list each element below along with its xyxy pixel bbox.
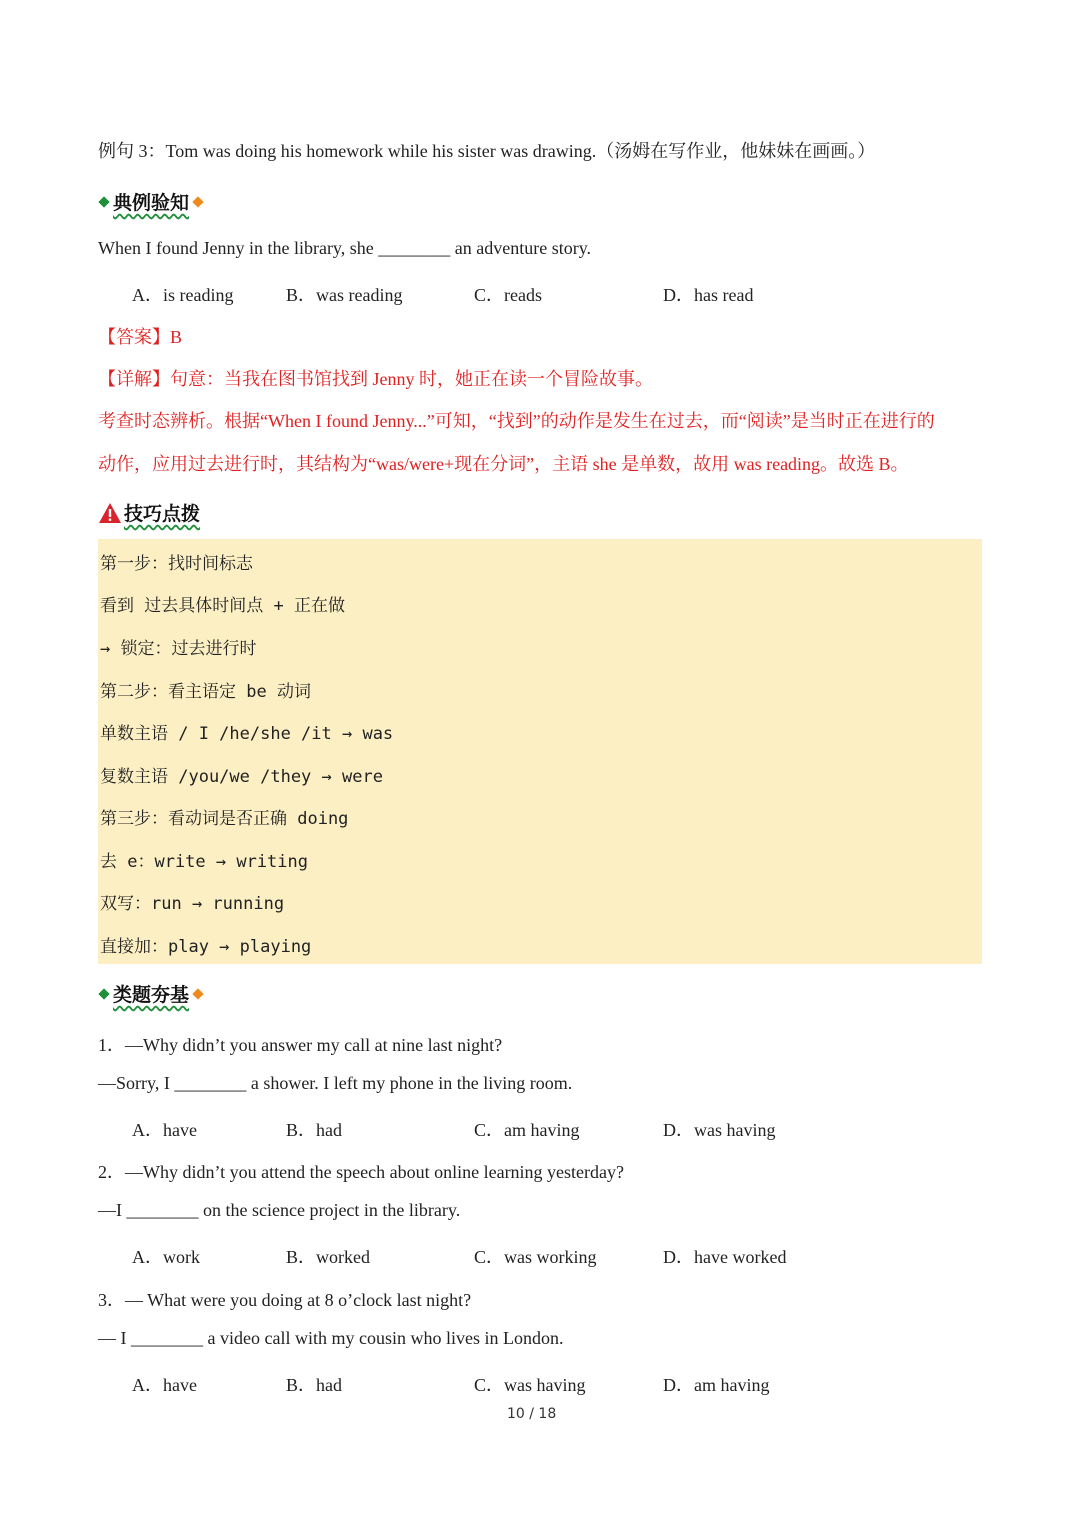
practice-question-2: 2．—Why didn’t you attend the speech about online learning yesterday? — [98, 1162, 625, 1182]
option-b: B．worked — [286, 1247, 370, 1267]
tip-line: 第三步：看动词是否正确 doing — [100, 809, 349, 829]
tip-line: 单数主语 / I /he/she /it → was — [100, 724, 394, 744]
orange-diamond-icon — [192, 988, 203, 999]
green-diamond-icon — [98, 988, 109, 999]
tip-line: 第二步：看主语定 be 动词 — [100, 682, 311, 702]
green-diamond-icon — [98, 196, 109, 207]
option-c: C．am having — [474, 1120, 580, 1140]
practice-question-3: 3．— What were you doing at 8 o’clock last night? — [98, 1290, 472, 1310]
question-stem: When I found Jenny in the library, she ________ an adventure story. — [98, 238, 592, 258]
tip-line: 双写：run → running — [100, 894, 285, 914]
option-a: A．have — [132, 1375, 197, 1395]
section-heading-tips — [98, 499, 200, 526]
option-b: B．had — [286, 1120, 342, 1140]
section-title: 技巧点拨 — [124, 503, 201, 525]
option-d: D．am having — [663, 1375, 770, 1395]
warning-icon — [98, 502, 122, 524]
section-heading-practice — [98, 980, 207, 1007]
option-b: B．had — [286, 1375, 342, 1395]
explanation-line-2: 考查时态辨析。根据“When I found Jenny...”可知，“找到”的动作是发生在过去，而“阅读”是当时正在进行的 — [98, 411, 935, 431]
tip-line: 复数主语 /you/we /they → were — [100, 767, 383, 787]
option-d: D．has read — [663, 285, 754, 305]
section-title: 类题夯基 — [113, 984, 190, 1006]
option-c: C．was having — [474, 1375, 586, 1395]
answer: 【答案】B — [98, 327, 183, 347]
example-sentence-3: 例句 3：Tom was doing his homework while his sister was drawing.（汤姆在写作业，他妹妹在画画。） — [98, 141, 876, 161]
practice-answer-line-3: — I ________ a video call with my cousin who lives in London. — [98, 1328, 564, 1348]
option-b: B．was reading — [286, 285, 403, 305]
option-d: D．have worked — [663, 1247, 787, 1267]
option-a: A．work — [132, 1247, 200, 1267]
section-title: 典例验知 — [113, 192, 190, 214]
option-c: C．reads — [474, 285, 542, 305]
practice-question-1: 1．—Why didn’t you answer my call at nine last night? — [98, 1035, 503, 1055]
section-heading-example — [98, 188, 207, 215]
page-number: 10 / 18 — [507, 1406, 557, 1422]
tip-line: 直接加：play → playing — [100, 937, 312, 957]
practice-answer-line-1: —Sorry, I ________ a shower. I left my phone in the living room. — [98, 1073, 573, 1093]
explanation-line-1: 【详解】句意：当我在图书馆找到 Jenny 时，她正在读一个冒险故事。 — [98, 369, 653, 389]
option-a: A．is reading — [132, 285, 234, 305]
tip-line: → 锁定：过去进行时 — [100, 639, 257, 659]
tip-line: 看到 过去具体时间点 + 正在做 — [100, 596, 345, 616]
option-d: D．was having — [663, 1120, 776, 1140]
explanation-line-3: 动作，应用过去进行时，其结构为“was/were+现在分词”，主语 she 是单数，故用 was reading。故选 B。 — [98, 454, 909, 474]
option-a: A．have — [132, 1120, 197, 1140]
orange-diamond-icon — [192, 196, 203, 207]
practice-answer-line-2: —I ________ on the science project in the library. — [98, 1200, 461, 1220]
tip-line: 去 e：write → writing — [100, 852, 308, 872]
tip-line: 第一步：找时间标志 — [100, 554, 253, 574]
option-c: C．was working — [474, 1247, 597, 1267]
